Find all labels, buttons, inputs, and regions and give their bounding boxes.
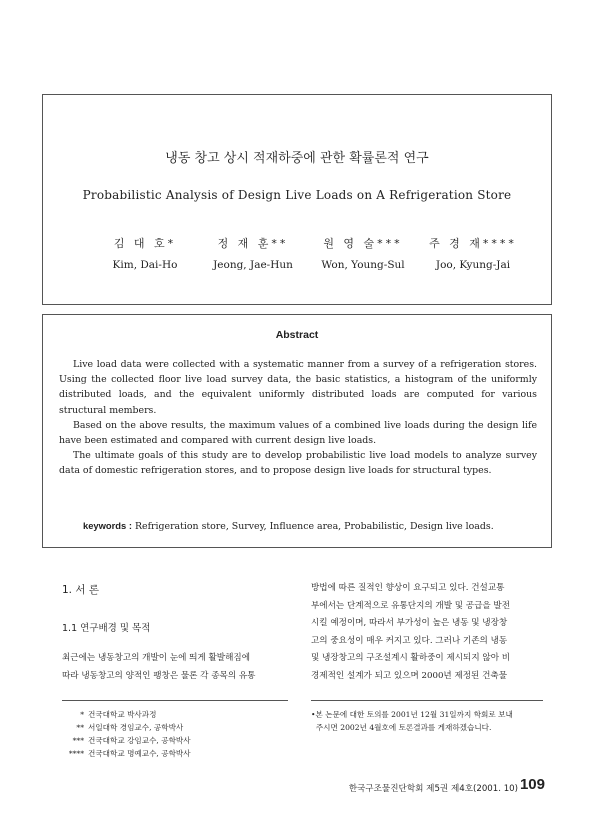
title-box <box>42 94 552 305</box>
keywords-list: Refrigeration store, Survey, Influence area, Probabilistic, Design live loads. <box>134 521 494 532</box>
right-column-text <box>311 580 543 685</box>
discussion-footnote <box>311 708 543 734</box>
author-name-ko: 김 대 호* <box>113 237 177 250</box>
keywords <box>83 520 537 532</box>
left-column-text <box>62 650 288 685</box>
footnote-mark: * <box>80 710 84 719</box>
footnote-text: 서일대학 경임교수, 공학박사 <box>88 723 184 732</box>
footnote-mark: *** <box>72 736 84 745</box>
footnote-mark: ** <box>76 723 84 732</box>
footnote-text: 건국대학교 박사과정 <box>88 710 157 719</box>
author-name-en: Joo, Kyung-Jai <box>435 259 511 271</box>
footnote-divider <box>311 700 543 701</box>
text-line: 부에서는 단계적으로 유통단지의 개발 및 공급을 발전 <box>311 600 511 611</box>
text-line: 따라 냉동창고의 양적인 팽창은 물론 각 종목의 유통 <box>62 670 256 681</box>
abstract-text <box>59 357 537 479</box>
footnote <box>62 721 288 734</box>
author-1 <box>85 235 205 271</box>
footnote <box>62 734 288 747</box>
subsection-heading: 1.1 연구배경 및 목적 <box>62 623 151 634</box>
text-line: 및 냉장창고의 구조설계시 활하중이 제시되지 않아 비 <box>311 653 511 663</box>
author-3 <box>303 235 423 271</box>
footnote-text: 건국대학교 명예교수, 공학박사 <box>88 749 191 758</box>
text-line: 고의 중요성이 매우 커지고 있다. 그러나 기존의 냉동 <box>311 635 508 646</box>
author-name-en: Jeong, Jae-Hun <box>213 259 293 271</box>
footnote-line: 주시면 2002년 4월호에 토론결과를 게재하겠습니다. <box>311 723 492 732</box>
keywords-label: keywords : <box>83 520 132 531</box>
author-2 <box>193 235 313 271</box>
author-name-ko: 정 재 훈** <box>217 237 289 250</box>
footnote-line: •본 논문에 대한 토의를 2001년 12월 31일까지 학회로 보내 <box>311 710 513 719</box>
text-line: 경제적인 설계가 되고 있으며 2000년 제정된 건축물 <box>311 670 507 681</box>
text-line: 시킬 예정이며, 따라서 부가성이 높은 냉동 및 냉장창 <box>311 618 508 628</box>
footnote-mark: **** <box>68 749 84 758</box>
english-title: Probabilistic Analysis of Design Live Loads on A Refrigeration Store <box>82 188 512 202</box>
footnote <box>62 708 288 721</box>
author-name-en: Won, Young-Sul <box>321 259 405 271</box>
abstract-box <box>42 314 552 548</box>
abstract-paragraph: The ultimate goals of this study are to develop probabilistic live load models to analyze survey data of domestic refrigeration stores, and to propose design live loads for structural types. <box>59 450 537 477</box>
footnote-text: 건국대학교 강임교수, 공학박사 <box>88 736 191 745</box>
author-footnotes <box>62 708 288 760</box>
text-line: 방법에 따른 질적인 향상이 요구되고 있다. 건설교통 <box>311 583 505 593</box>
text-line: 최근에는 냉동창고의 개발이 눈에 띄게 활발해짐에 <box>62 653 250 663</box>
abstract-paragraph: Live load data were collected with a systematic manner from a survey of a refrigeration stores. Using the collected floor live load survey data, the basic statistics, a histogram of the uniformly distributed loads, and the equivalent uniformly distributed loads are computed for various structural members. <box>59 359 537 416</box>
korean-title: 냉동 창고 상시 적재하중에 관한 확률론적 연구 <box>165 151 429 166</box>
page-number: 109 <box>519 776 545 793</box>
footnote <box>62 747 288 760</box>
journal-citation: 한국구조물진단학회 제5권 제4호(2001. 10) <box>348 784 518 794</box>
author-name-ko: 원 영 술*** <box>323 237 403 250</box>
author-name-en: Kim, Dai-Ho <box>112 259 178 271</box>
author-4 <box>413 235 533 271</box>
footnote-divider <box>62 700 288 701</box>
author-name-ko: 주 경 재**** <box>429 237 517 250</box>
section-heading: 1. 서 론 <box>62 584 99 596</box>
abstract-paragraph: Based on the above results, the maximum values of a combined live loads during the design life have been estimated and compared with current design live loads. <box>59 419 537 447</box>
abstract-heading: Abstract <box>275 329 319 341</box>
